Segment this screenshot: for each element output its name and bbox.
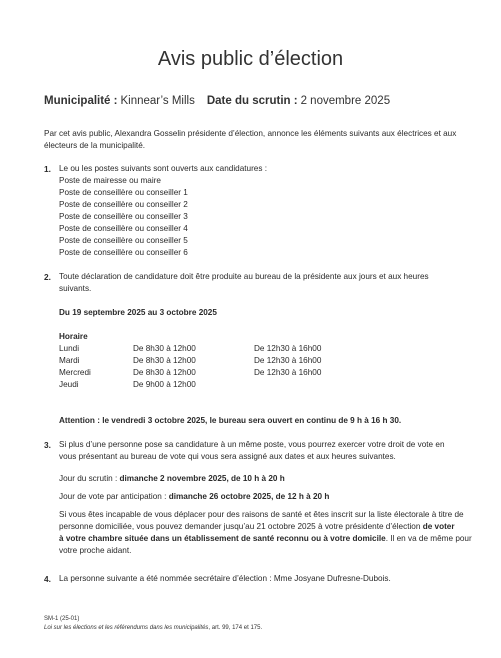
list-item: Poste de conseillère ou conseiller 2 bbox=[59, 200, 188, 209]
section-1-number: 1. bbox=[44, 164, 51, 174]
law-reference bbox=[44, 625, 262, 631]
home-vote-text: personne domiciliée, vous pouvez demander jusqu’au 21 octobre 2025 à votre présidente d’élection bbox=[59, 522, 421, 531]
schedule-day: Mercredi bbox=[59, 368, 91, 377]
section-2-number: 2. bbox=[44, 272, 51, 282]
schedule-morning: De 8h30 à 12h00 bbox=[133, 356, 196, 365]
vote-day-value: dimanche 2 novembre 2025, de 10 h à 20 h bbox=[119, 474, 285, 483]
page-title: Avis public d’élection bbox=[157, 48, 344, 70]
section-2-text-line2: suivants. bbox=[59, 284, 92, 293]
schedule-morning: De 8h30 à 12h00 bbox=[133, 368, 196, 377]
section-3-text-line2: vous présentant au bureau de vote qui vous sera assigné aux dates et aux heures suivantes. bbox=[59, 452, 396, 461]
vote-day-line bbox=[59, 474, 285, 483]
schedule-day: Jeudi bbox=[59, 380, 79, 389]
schedule-morning: De 8h30 à 12h00 bbox=[133, 344, 196, 353]
intro-paragraph: Par cet avis public, Alexandra Gosselin présidente d’élection, annonce les éléments suivants aux électrices et aux électeurs de la municipalité. bbox=[44, 129, 457, 150]
section-3-text-line1: Si plus d’une personne pose sa candidature à un même poste, vous pourrez exercer votre droit de vote en bbox=[59, 440, 445, 449]
header-line bbox=[44, 95, 390, 107]
section-2-text-line1: Toute déclaration de candidature doit être produite au bureau de la présidente aux jours et aux heures bbox=[59, 272, 429, 281]
list-item: Poste de conseillère ou conseiller 6 bbox=[59, 248, 188, 257]
vote-day-label: Jour du scrutin : bbox=[59, 474, 118, 483]
schedule-day: Lundi bbox=[59, 344, 80, 353]
schedule-morning: De 9h00 à 12h00 bbox=[133, 380, 196, 389]
section-1-heading: Le ou les postes suivants sont ouverts aux candidatures : bbox=[59, 164, 267, 173]
section-4-number: 4. bbox=[44, 574, 51, 584]
date-label: Date du scrutin : bbox=[206, 95, 298, 107]
list-item: Poste de conseillère ou conseiller 3 bbox=[59, 212, 188, 221]
home-vote-line2 bbox=[59, 522, 455, 531]
law-title: Loi sur les élections et les référendums dans les municipalités bbox=[44, 625, 209, 631]
attention-note: Attention : le vendredi 3 octobre 2025, le bureau sera ouvert en continu de 9 h à 16 h 30. bbox=[59, 416, 402, 425]
advance-vote-line bbox=[59, 492, 329, 501]
list-item: Poste de conseillère ou conseiller 4 bbox=[59, 224, 188, 233]
schedule-afternoon: De 12h30 à 16h00 bbox=[254, 368, 322, 377]
section-4-text: La personne suivante a été nommée secrétaire d’élection : Mme Josyane Dufresne-Dubois. bbox=[59, 574, 391, 583]
home-vote-emphasis: de voter bbox=[422, 522, 455, 531]
advance-vote-value: dimanche 26 octobre 2025, de 12 h à 20 h bbox=[168, 492, 330, 501]
advance-vote-label: Jour de vote par anticipation : bbox=[59, 492, 167, 501]
list-item: Poste de conseillère ou conseiller 1 bbox=[59, 188, 188, 197]
list-item: Poste de mairesse ou maire bbox=[59, 176, 161, 185]
list-item: Poste de conseillère ou conseiller 5 bbox=[59, 236, 188, 245]
schedule-afternoon: De 12h30 à 16h00 bbox=[254, 344, 322, 353]
section-3-number: 3. bbox=[44, 440, 51, 450]
home-vote-line3 bbox=[59, 534, 472, 543]
schedule-heading: Horaire bbox=[59, 332, 88, 341]
schedule-day: Mardi bbox=[59, 356, 80, 365]
form-code: SM-1 (25-01) bbox=[44, 616, 80, 622]
home-vote-line1: Si vous êtes incapable de vous déplacer pour des raisons de santé et êtes inscrit sur la liste électorale à titre de bbox=[59, 510, 464, 519]
municipality-label: Municipalité : bbox=[44, 95, 118, 107]
home-vote-line4: votre proche aidant. bbox=[59, 546, 132, 555]
submission-period: Du 19 septembre 2025 au 3 octobre 2025 bbox=[59, 308, 217, 317]
schedule-afternoon: De 12h30 à 16h00 bbox=[254, 356, 322, 365]
home-vote-text: . Il en va de même pour bbox=[385, 534, 472, 543]
home-vote-emphasis: à votre chambre située dans un établissement de santé reconnu ou à votre domicile bbox=[59, 534, 386, 543]
date-value: 2 novembre 2025 bbox=[300, 95, 391, 107]
municipality-value: Kinnear’s Mills bbox=[120, 95, 195, 107]
law-articles: , art. 99, 174 et 175. bbox=[208, 625, 263, 631]
